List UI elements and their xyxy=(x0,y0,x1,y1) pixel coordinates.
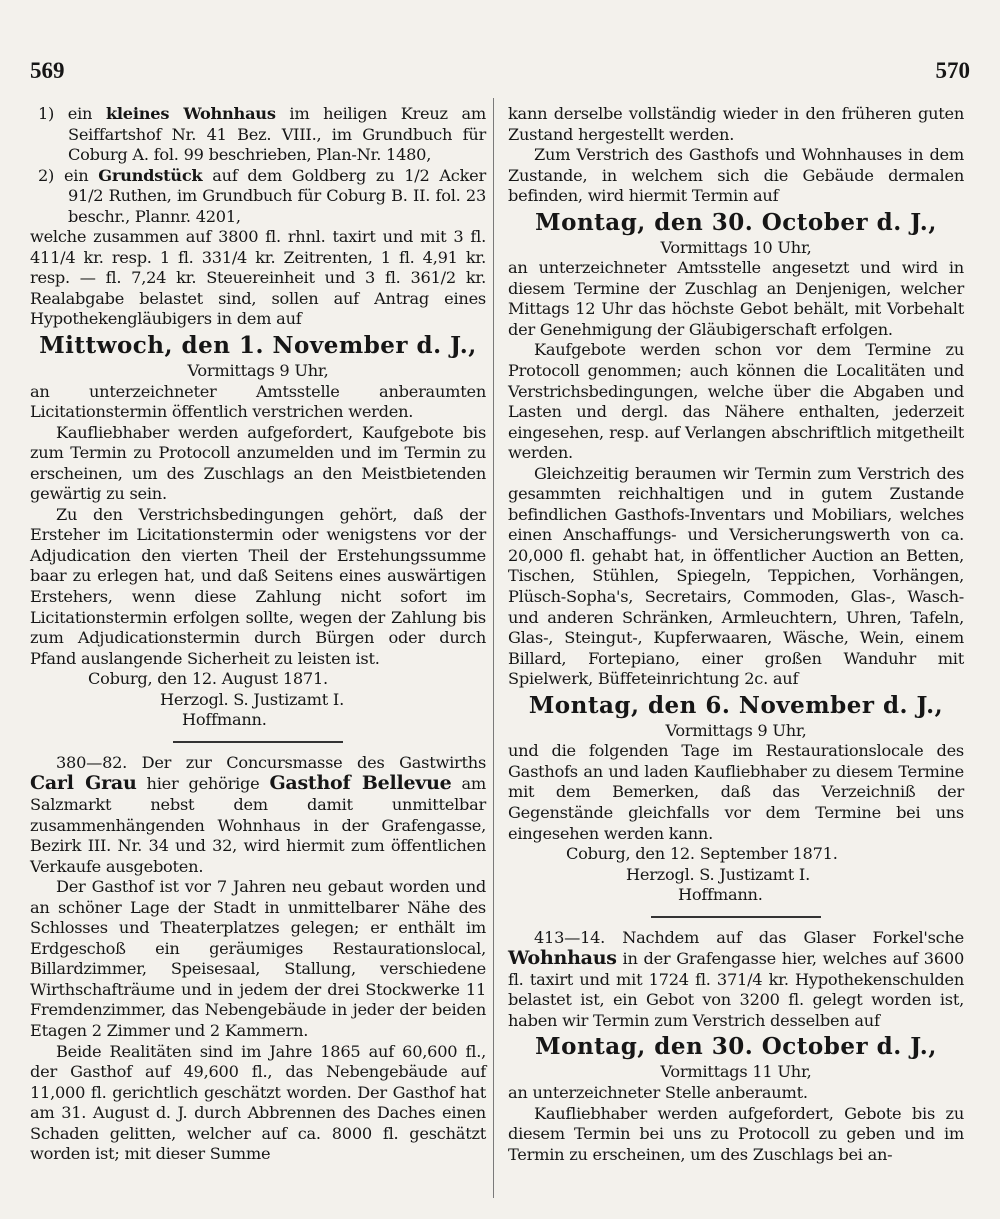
notice-text: hier gehörige xyxy=(136,774,270,794)
auction-date: Montag, den 30. October d. J., xyxy=(535,1033,937,1061)
auction-date: Montag, den 30. October d. J., xyxy=(535,208,937,236)
paragraph: welche zusammen auf 3800 fl. rhnl. taxirt und mit 3 fl. 411/4 kr. resp. 1 fl. 331/4 kr. Zeitrenten, 1 fl. 4,91 kr. resp. — fl. 7,24 kr. Steuereinheit und 3 fl. 361/2 kr. Realabgabe belastet sind, sollen auf Antrag eines Hypothekengläubigers in dem auf xyxy=(30,227,486,329)
paragraph: Der Gasthof ist vor 7 Jahren neu gebaut worden und an schöner Lage der Stadt in unmittelbarer Nähe des Schlosses und Theaterplatzes gelegen; er enthält im Erdgeschoß ein geräumiges Restaurationslocal, Billardzimmer, Speisesaal, Stallung, verschiedene Wirthschafträume und in jedem der drei Stockwerke 11 Fremdenzimmer, das Nebengebäude in jeder der beiden Etagen 2 Zimmer und 2 Kammern. xyxy=(30,877,486,1040)
column-divider xyxy=(493,98,494,1198)
notice-emphasis: Wohnhaus xyxy=(508,947,617,970)
signature-place: Coburg, den 12. September 1871. xyxy=(566,844,838,864)
paragraph: Beide Realitäten sind im Jahre 1865 auf 60,600 fl., der Gasthof auf 49,600 fl., das Nebengebäude auf 11,000 fl. gerichtlich geschätzt worden. Der Gasthof hat am 31. August d. J. durch Abbrennen des Daches einen Schaden gelitten, welcher auf ca. 8000 fl. geschätzt worden ist; mit dieser Summe xyxy=(30,1041,486,1164)
paragraph: Kaufgebote werden schon vor dem Termine zu Protocoll genommen; auch können die Localitäten und Verstrichsbedingungen, welche über die Abgaben und Lasten und dergl. das Nähere enthalten, jederzeit eingesehen, resp. auf Verlangen abschriftlich mitgetheilt werden. xyxy=(508,340,964,463)
list-item-emphasis: kleines Wohnhaus xyxy=(105,104,276,123)
paragraph: und die folgenden Tage im Restaurationslocale des Gasthofs an und laden Kaufliebhaber zu diesem Termine mit dem Bemerken, daß das Verzeichniß der Gegenstände gleichfalls vor dem Termine bei uns eingesehen werden kann. xyxy=(508,741,964,843)
notice-wohnhaus xyxy=(508,928,964,1032)
section-rule xyxy=(651,916,821,918)
list-item-land xyxy=(30,166,486,228)
auction-time: Vormittags 10 Uhr, xyxy=(660,237,812,257)
signature-office: Herzogl. S. Justizamt I. xyxy=(626,864,810,884)
auction-time: Vormittags 9 Uhr, xyxy=(665,720,807,740)
list-item-emphasis: Grundstück xyxy=(98,165,203,185)
notice-text: 413—14. Nachdem auf das Glaser Forkel'sche xyxy=(534,927,964,947)
notice-emphasis: Gasthof Bellevue xyxy=(269,772,452,795)
auction-date: Mittwoch, den 1. November d. J., xyxy=(39,332,477,360)
signature-name: Hoffmann. xyxy=(678,885,763,905)
notice-gasthof xyxy=(30,753,486,877)
list-item-house xyxy=(30,104,486,166)
list-item-text: auf dem Goldberg zu 1/2 Acker 91/2 Ruthen, im Grundbuch für Coburg B. II. fol. 23 beschr., Plannr. 4201, xyxy=(68,165,486,226)
auction-time: Vormittags 11 Uhr, xyxy=(660,1062,812,1082)
paragraph: Gleichzeitig beraumen wir Termin zum Verstrich des gesammten reichhaltigen und in gutem Zustande befindlichen Gasthofs-Inventars und Mobiliars, welches einen Anschaffungs- und Versicherungswerth von ca. 20,000 fl. gehabt hat, in öffentlicher Auction an Betten, Tischen, Stühlen, Spiegeln, Teppichen, Vorhängen, Plüsch-Sopha's, Secretairs, Commoden, Glas-, Wasch- und anderen Schränken, Armleuchtern, Uhren, Tafeln, Glas-, Steingut-, Kupferwaaren, Wäsche, Wein, einem Billard, Fortepiano, einer großen Wanduhr mit Spielwerk, Büffeteinrichtung 2c. auf xyxy=(508,463,964,689)
signature-office: Herzogl. S. Justizamt I. xyxy=(160,689,344,709)
page-number-left: 569 xyxy=(30,58,65,83)
notice-text: am Salzmarkt nebst dem damit unmittelbar zusammenhängenden Wohnhaus in der Grafengasse, Bezirk III. Nr. 34 und 32, wird hiermit zum öffentlichen Verkaufe ausgeboten. xyxy=(30,774,487,876)
auction-date: Montag, den 6. November d. J., xyxy=(528,691,944,719)
paragraph: Zum Verstrich des Gasthofs und Wohnhauses in dem Zustande, in welchem sich die Gebäude dermalen befinden, wird hiermit Termin auf xyxy=(508,145,964,206)
auction-time: Vormittags 9 Uhr, xyxy=(187,361,329,381)
right-column xyxy=(508,104,964,1165)
paragraph: an unterzeichneter Stelle anberaumt. xyxy=(508,1082,808,1102)
notice-emphasis: Carl Grau xyxy=(30,772,137,795)
page-number-right: 570 xyxy=(935,58,970,83)
list-item-text: 1) ein xyxy=(38,104,106,123)
paragraph: an unterzeichneter Amtsstelle anberaumten Licitationstermin öffentlich verstrichen werden. xyxy=(30,381,486,422)
list-item-text: im heiligen Kreuz am Seiffartshof Nr. 41 Bez. VIII., im Grundbuch für Coburg A. fol. 99 beschrieben, Plan-Nr. 1480, xyxy=(68,104,487,165)
signature-place: Coburg, den 12. August 1871. xyxy=(88,669,328,689)
signature-name: Hoffmann. xyxy=(182,710,267,730)
paragraph: Zu den Verstrichsbedingungen gehört, daß der Ersteher im Licitationstermin oder wenigstens vor der Adjudication den vierten Theil der Erstehungssumme baar zu erlegen hat, und daß Seitens eines auswärtigen Erstehers, wenn diese Zahlung nicht sofort im Licitationstermin erfolgen sollte, wegen der Zahlung bis zum Adjudicationstermin durch Bürgen oder durch Pfand auslangende Sicherheit zu leisten ist. xyxy=(30,504,486,668)
paragraph: Kaufliebhaber werden aufgefordert, Kaufgebote bis zum Termin zu Protocoll anzumelden und im Termin zu erscheinen, um des Zuschlags an den Meistbietenden gewärtig zu sein. xyxy=(30,422,486,504)
paragraph: kann derselbe vollständig wieder in den früheren guten Zustand hergestellt werden. xyxy=(508,104,964,144)
list-item-text: 2) ein xyxy=(38,165,99,185)
paragraph: an unterzeichneter Amtsstelle angesetzt und wird in diesem Termine der Zuschlag an Denjenigen, welcher Mittags 12 Uhr das höchste Gebot behält, mit Vorbehalt der Genehmigung der Gläubigerschaft erfolgen. xyxy=(508,258,964,339)
paragraph: Kaufliebhaber werden aufgefordert, Gebote bis zu diesem Termin bei uns zu Protocoll zu geben und im Termin zu erscheinen, um des Zuschlags bei an- xyxy=(508,1103,964,1164)
notice-text: 380—82. Der zur Concursmasse des Gastwirths xyxy=(56,752,486,772)
left-column xyxy=(30,104,486,1165)
notice-text: in der Grafengasse hier, welches auf 3600 fl. taxirt und mit 1724 fl. 371/4 kr. Hypothekenschulden belastet ist, ein Gebot von 3200 fl. gelegt worden ist, haben wir Termin zum Verstrich desselben auf xyxy=(508,949,964,1030)
section-rule xyxy=(173,741,343,743)
